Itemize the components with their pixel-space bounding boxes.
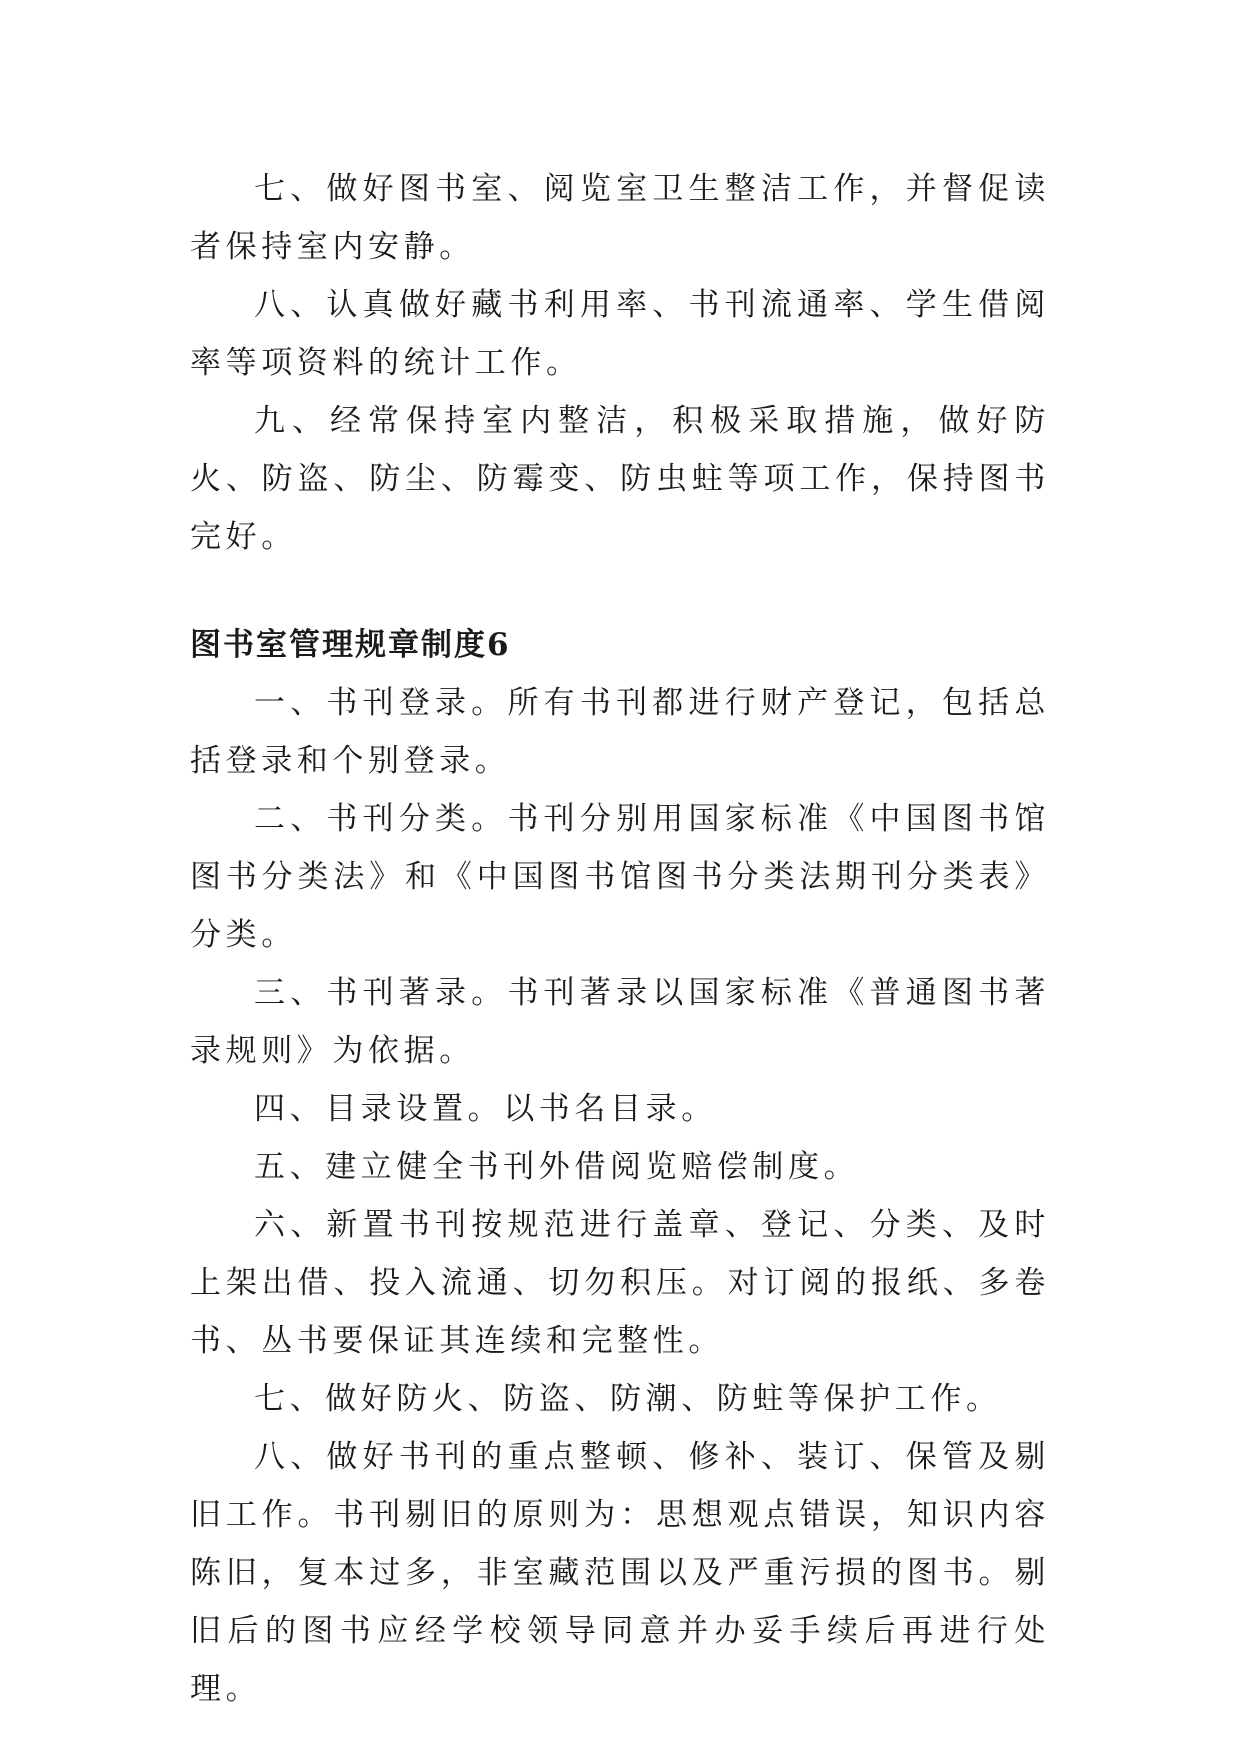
section-title: 图书室管理规章制度6	[190, 627, 511, 663]
paragraph: 一、书刊登录。所有书刊都进行财产登记，包括总括登录和个别登录。	[190, 685, 1050, 779]
paragraph: 七、做好防火、防盗、防潮、防蛀等保护工作。	[254, 1381, 1002, 1417]
paragraph: 三、书刊著录。书刊著录以国家标准《普通图书著录规则》为依据。	[190, 975, 1050, 1069]
paragraph: 六、新置书刊按规范进行盖章、登记、分类、及时上架出借、投入流通、切勿积压。对订阅的报纸、多卷书、丛书要保证其连续和完整性。	[190, 1207, 1050, 1359]
paragraph: 九、经常保持室内整洁，积极采取措施，做好防火、防盗、防尘、防霉变、防虫蛀等项工作，保持图书完好。	[190, 403, 1050, 555]
paragraph: 四、目录设置。以书名目录。	[254, 1091, 717, 1127]
paragraph: 五、建立健全书刊外借阅览赔偿制度。	[254, 1149, 860, 1185]
paragraph: 七、做好图书室、阅览室卫生整洁工作，并督促读者保持室内安静。	[190, 171, 1050, 265]
paragraph: 八、认真做好藏书利用率、书刊流通率、学生借阅率等项资料的统计工作。	[190, 287, 1050, 381]
document-body	[190, 160, 1050, 1718]
paragraph: 二、书刊分类。书刊分别用国家标准《中国图书馆图书分类法》和《中国图书馆图书分类法期刊分类表》分类。	[190, 801, 1050, 953]
paragraph: 八、做好书刊的重点整顿、修补、装订、保管及剔旧工作。书刊剔旧的原则为：思想观点错误，知识内容陈旧，复本过多，非室藏范围以及严重污损的图书。剔旧后的图书应经学校领导同意并办妥手续后再进行处理。	[190, 1439, 1050, 1707]
